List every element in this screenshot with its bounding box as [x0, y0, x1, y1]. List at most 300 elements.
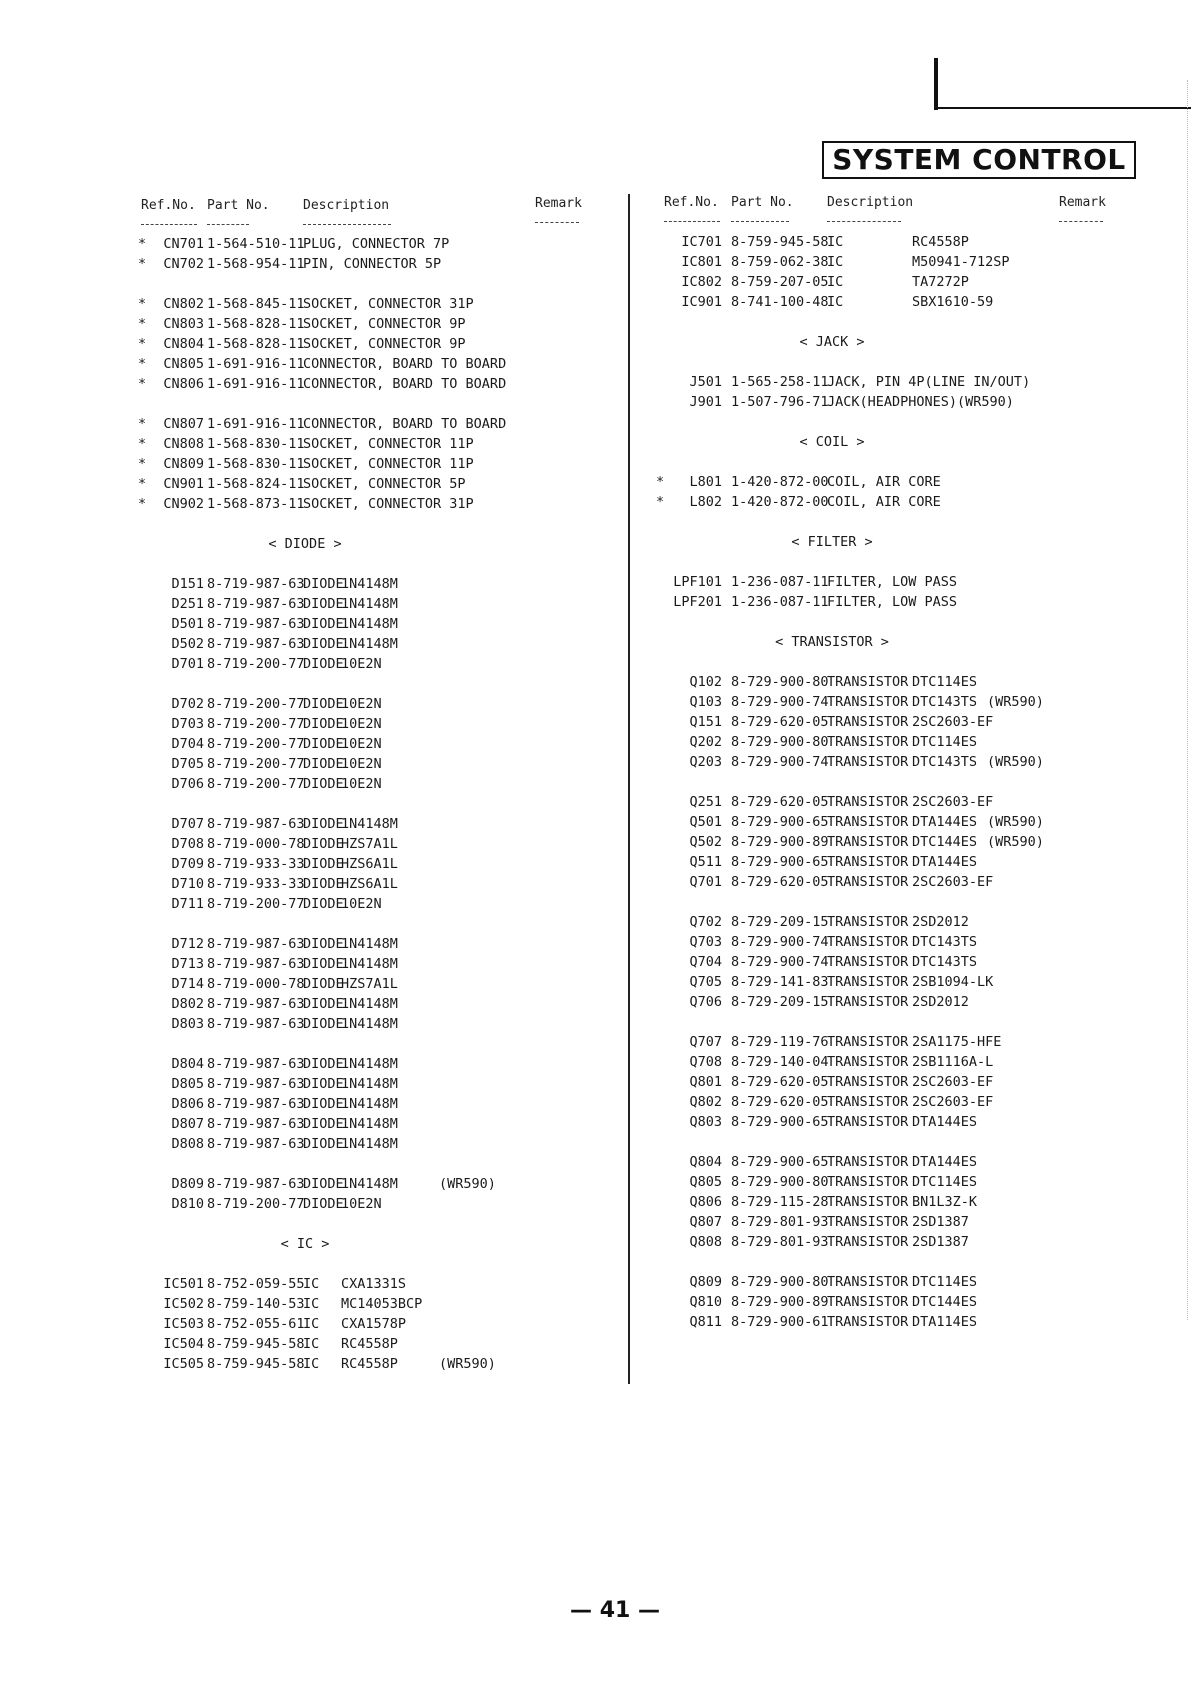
part-no: 8-752-059-55	[207, 1276, 305, 1292]
part-no: 8-759-207-05	[731, 274, 829, 290]
part-row	[140, 954, 610, 974]
part-row	[662, 792, 1122, 812]
part-type: IC	[827, 274, 844, 290]
part-type: DIODE	[303, 1116, 344, 1132]
part-no: 1-568-873-11	[207, 496, 305, 512]
header-underline	[207, 224, 249, 226]
part-type: DIODE	[303, 956, 344, 972]
ref-no: D806	[171, 1096, 204, 1112]
part-no: 1-236-087-11	[731, 574, 829, 590]
part-row	[140, 1054, 610, 1074]
ref-no: Q801	[689, 1074, 722, 1090]
part-no: 1-420-872-00	[731, 494, 829, 510]
remark: (WR590)	[439, 1176, 496, 1192]
ref-no: Q202	[689, 734, 722, 750]
part-no: 1-565-258-11	[731, 374, 829, 390]
part-model: 10E2N	[341, 696, 382, 712]
part-row	[140, 1014, 610, 1034]
ref-no: D709	[171, 856, 204, 872]
part-row	[662, 252, 1122, 272]
ref-no: D807	[171, 1116, 204, 1132]
part-no: 8-719-987-63	[207, 956, 305, 972]
row-gap	[140, 554, 610, 574]
ref-no: IC504	[163, 1336, 204, 1352]
part-no: 8-729-900-89	[731, 834, 829, 850]
part-type: DIODE	[303, 836, 344, 852]
header-underline	[141, 224, 197, 226]
left-parts-column	[140, 234, 610, 1374]
row-gap	[140, 274, 610, 294]
part-row	[140, 1294, 610, 1314]
description: JACK(HEADPHONES)(WR590)	[827, 394, 1014, 410]
header-part-no: Part No.	[207, 198, 270, 213]
part-no: 8-729-620-05	[731, 874, 829, 890]
row-gap	[662, 312, 1122, 332]
part-model: DTC144ES	[912, 1294, 978, 1310]
description: SOCKET, CONNECTOR 11P	[303, 456, 474, 472]
part-no: 8-741-100-48	[731, 294, 829, 310]
ref-no: Q810	[689, 1294, 722, 1310]
ref-no: Q251	[689, 794, 722, 810]
safety-mark: *	[138, 356, 147, 372]
part-type: TRANSISTOR	[827, 934, 909, 950]
ref-no: Q809	[689, 1274, 722, 1290]
part-no: 8-759-945-58	[731, 234, 829, 250]
part-type: TRANSISTOR	[827, 1214, 909, 1230]
description: SOCKET, CONNECTOR 11P	[303, 436, 474, 452]
ref-no: Q702	[689, 914, 722, 930]
part-type: TRANSISTOR	[827, 1074, 909, 1090]
part-model: 2SD1387	[912, 1234, 969, 1250]
ref-no: CN803	[163, 316, 204, 332]
part-row	[662, 1032, 1122, 1052]
part-row	[140, 1354, 610, 1374]
part-model: 1N4148M	[341, 596, 398, 612]
ref-no: CN901	[163, 476, 204, 492]
part-row	[662, 992, 1122, 1012]
part-row	[140, 314, 610, 334]
part-model: 1N4148M	[341, 816, 398, 832]
part-model: DTC144ES	[912, 834, 978, 850]
ref-no: Q811	[689, 1314, 722, 1330]
part-row	[662, 912, 1122, 932]
part-no: 8-729-115-28	[731, 1194, 829, 1210]
part-row	[140, 854, 610, 874]
part-model: 1N4148M	[341, 1056, 398, 1072]
part-type: IC	[827, 254, 844, 270]
part-row	[662, 272, 1122, 292]
corner-mark-horizontal	[934, 107, 1191, 109]
part-model: CXA1331S	[341, 1276, 407, 1292]
row-gap	[140, 674, 610, 694]
part-no: 8-719-000-78	[207, 976, 305, 992]
part-model: 2SD2012	[912, 914, 969, 930]
part-model: DTC143TS	[912, 754, 978, 770]
part-type: DIODE	[303, 1016, 344, 1032]
part-model: 10E2N	[341, 896, 382, 912]
part-no: 8-729-900-74	[731, 934, 829, 950]
ref-no: D804	[171, 1056, 204, 1072]
part-type: TRANSISTOR	[827, 1094, 909, 1110]
part-row	[662, 1232, 1122, 1252]
ref-no: IC801	[681, 254, 722, 270]
part-type: TRANSISTOR	[827, 1114, 909, 1130]
part-model: DTC114ES	[912, 674, 978, 690]
row-gap	[662, 552, 1122, 572]
ref-no: IC501	[163, 1276, 204, 1292]
part-type: IC	[827, 234, 844, 250]
part-model: DTC143TS	[912, 694, 978, 710]
part-type: TRANSISTOR	[827, 814, 909, 830]
part-row	[140, 814, 610, 834]
part-type: TRANSISTOR	[827, 1154, 909, 1170]
part-model: 1N4148M	[341, 1116, 398, 1132]
remark: (WR590)	[987, 814, 1044, 830]
part-model: 10E2N	[341, 656, 382, 672]
part-row	[662, 232, 1122, 252]
ref-no: CN701	[163, 236, 204, 252]
part-no: 8-719-987-63	[207, 1076, 305, 1092]
part-row	[662, 672, 1122, 692]
part-row	[140, 1194, 610, 1214]
part-no: 8-729-900-80	[731, 1174, 829, 1190]
ref-no: Q807	[689, 1214, 722, 1230]
part-row	[662, 1212, 1122, 1232]
part-no: 8-719-987-63	[207, 616, 305, 632]
ref-no: D701	[171, 656, 204, 672]
safety-mark: *	[656, 494, 665, 510]
remark: (WR590)	[987, 694, 1044, 710]
part-row	[140, 454, 610, 474]
ref-no: IC505	[163, 1356, 204, 1372]
ref-no: CN805	[163, 356, 204, 372]
part-row	[140, 414, 610, 434]
part-model: SBX1610-59	[912, 294, 994, 310]
header-underline	[731, 221, 789, 223]
part-no: 8-729-119-76	[731, 1034, 829, 1050]
ref-no: L801	[689, 474, 722, 490]
part-model: 1N4148M	[341, 1136, 398, 1152]
ref-no: IC503	[163, 1316, 204, 1332]
ref-no: CN807	[163, 416, 204, 432]
description: JACK, PIN 4P(LINE IN/OUT)	[827, 374, 1031, 390]
row-gap	[662, 352, 1122, 372]
part-no: 1-568-830-11	[207, 436, 305, 452]
part-type: TRANSISTOR	[827, 834, 909, 850]
part-model: 1N4148M	[341, 576, 398, 592]
part-no: 8-719-987-63	[207, 576, 305, 592]
ref-no: Q805	[689, 1174, 722, 1190]
part-type: IC	[303, 1336, 320, 1352]
ref-no: Q705	[689, 974, 722, 990]
ref-no: D704	[171, 736, 204, 752]
part-no: 8-729-900-80	[731, 674, 829, 690]
safety-mark: *	[656, 474, 665, 490]
description: SOCKET, CONNECTOR 31P	[303, 296, 474, 312]
ref-no: IC701	[681, 234, 722, 250]
part-no: 8-729-900-65	[731, 854, 829, 870]
part-no: 8-729-900-65	[731, 1114, 829, 1130]
part-type: DIODE	[303, 876, 344, 892]
part-no: 8-719-987-63	[207, 1136, 305, 1152]
part-model: 2SC2603-EF	[912, 714, 994, 730]
part-row	[662, 712, 1122, 732]
part-row	[662, 372, 1122, 392]
part-no: 1-420-872-00	[731, 474, 829, 490]
part-model: RC4558P	[912, 234, 969, 250]
part-no: 8-719-200-77	[207, 776, 305, 792]
part-model: 1N4148M	[341, 1096, 398, 1112]
part-row	[140, 374, 610, 394]
row-gap	[140, 1214, 610, 1234]
part-type: DIODE	[303, 636, 344, 652]
part-type: IC	[827, 294, 844, 310]
part-type: DIODE	[303, 816, 344, 832]
part-no: 8-719-933-33	[207, 856, 305, 872]
part-type: DIODE	[303, 976, 344, 992]
part-type: DIODE	[303, 776, 344, 792]
part-row	[662, 1272, 1122, 1292]
part-row	[140, 354, 610, 374]
part-row	[662, 692, 1122, 712]
safety-mark: *	[138, 256, 147, 272]
part-no: 8-759-945-58	[207, 1356, 305, 1372]
part-no: 1-507-796-71	[731, 394, 829, 410]
ref-no: D705	[171, 756, 204, 772]
description: SOCKET, CONNECTOR 31P	[303, 496, 474, 512]
ref-no: D703	[171, 716, 204, 732]
part-no: 8-719-200-77	[207, 656, 305, 672]
row-gap	[662, 1252, 1122, 1272]
part-type: IC	[303, 1316, 320, 1332]
row-gap	[140, 794, 610, 814]
description: SOCKET, CONNECTOR 5P	[303, 476, 466, 492]
ref-no: D802	[171, 996, 204, 1012]
part-no: 8-729-140-04	[731, 1054, 829, 1070]
page-edge	[1187, 80, 1189, 1320]
part-row	[140, 574, 610, 594]
part-type: TRANSISTOR	[827, 994, 909, 1010]
row-gap	[662, 1012, 1122, 1032]
ref-no: L802	[689, 494, 722, 510]
part-model: DTA114ES	[912, 1314, 978, 1330]
description: COIL, AIR CORE	[827, 494, 941, 510]
part-no: 8-719-933-33	[207, 876, 305, 892]
ref-no: CN702	[163, 256, 204, 272]
description: SOCKET, CONNECTOR 9P	[303, 336, 466, 352]
part-no: 1-568-828-11	[207, 336, 305, 352]
ref-no: IC502	[163, 1296, 204, 1312]
row-gap	[140, 914, 610, 934]
column-divider	[628, 194, 630, 1384]
part-model: 2SA1175-HFE	[912, 1034, 1002, 1050]
safety-mark: *	[138, 316, 147, 332]
part-row	[662, 1312, 1122, 1332]
part-no: 8-729-801-93	[731, 1234, 829, 1250]
safety-mark: *	[138, 336, 147, 352]
ref-no: Q703	[689, 934, 722, 950]
part-no: 8-719-987-63	[207, 1056, 305, 1072]
description: PIN, CONNECTOR 5P	[303, 256, 442, 272]
part-model: DTA144ES	[912, 814, 978, 830]
part-type: TRANSISTOR	[827, 1054, 909, 1070]
header-part-no: Part No.	[731, 195, 794, 210]
part-no: 8-729-900-65	[731, 1154, 829, 1170]
ref-no: D711	[171, 896, 204, 912]
part-model: DTC143TS	[912, 934, 978, 950]
part-row	[140, 1174, 610, 1194]
part-no: 8-759-945-58	[207, 1336, 305, 1352]
safety-mark: *	[138, 496, 147, 512]
part-row	[662, 932, 1122, 952]
row-gap	[662, 892, 1122, 912]
part-row	[662, 812, 1122, 832]
part-row	[662, 752, 1122, 772]
ref-no: CN809	[163, 456, 204, 472]
part-row	[662, 1192, 1122, 1212]
header-underline	[303, 224, 391, 226]
part-no: 8-752-055-61	[207, 1316, 305, 1332]
part-no: 8-719-200-77	[207, 696, 305, 712]
ref-no: D708	[171, 836, 204, 852]
part-no: 8-719-987-63	[207, 936, 305, 952]
part-row	[662, 852, 1122, 872]
ref-no: Q501	[689, 814, 722, 830]
part-type: DIODE	[303, 1136, 344, 1152]
part-type: TRANSISTOR	[827, 1314, 909, 1330]
safety-mark: *	[138, 416, 147, 432]
part-type: TRANSISTOR	[827, 914, 909, 930]
part-no: 8-759-140-53	[207, 1296, 305, 1312]
part-row	[656, 472, 1122, 492]
part-model: 2SD1387	[912, 1214, 969, 1230]
part-row	[140, 714, 610, 734]
part-row	[662, 392, 1122, 412]
part-no: 8-719-987-63	[207, 1176, 305, 1192]
part-row	[662, 972, 1122, 992]
part-model: 2SC2603-EF	[912, 794, 994, 810]
row-gap	[662, 452, 1122, 472]
part-row	[140, 494, 610, 514]
header-ref-no: Ref.No.	[664, 195, 719, 210]
part-no: 8-719-200-77	[207, 1196, 305, 1212]
part-type: TRANSISTOR	[827, 974, 909, 990]
description: CONNECTOR, BOARD TO BOARD	[303, 416, 507, 432]
part-model: 2SB1116A-L	[912, 1054, 994, 1070]
header-underline	[535, 222, 579, 224]
part-no: 1-568-824-11	[207, 476, 305, 492]
part-row	[140, 234, 610, 254]
part-row	[662, 1072, 1122, 1092]
part-type: TRANSISTOR	[827, 794, 909, 810]
ref-no: J501	[689, 374, 722, 390]
part-model: 1N4148M	[341, 1076, 398, 1092]
part-type: DIODE	[303, 1196, 344, 1212]
part-model: 10E2N	[341, 716, 382, 732]
ref-no: D501	[171, 616, 204, 632]
part-row	[140, 834, 610, 854]
ref-no: D712	[171, 936, 204, 952]
ref-no: D808	[171, 1136, 204, 1152]
ref-no: Q511	[689, 854, 722, 870]
part-model: CXA1578P	[341, 1316, 407, 1332]
part-model: DTC143TS	[912, 954, 978, 970]
part-no: 1-564-510-11	[207, 236, 305, 252]
part-row	[140, 694, 610, 714]
part-type: DIODE	[303, 656, 344, 672]
part-model: RC4558P	[341, 1356, 398, 1372]
part-model: BN1L3Z-K	[912, 1194, 978, 1210]
ref-no: Q502	[689, 834, 722, 850]
corner-mark-vertical	[934, 58, 938, 110]
header-underline	[1059, 221, 1103, 223]
ref-no: Q102	[689, 674, 722, 690]
part-no: 8-719-200-77	[207, 896, 305, 912]
part-type: TRANSISTOR	[827, 714, 909, 730]
part-type: IC	[303, 1276, 320, 1292]
ref-no: CN902	[163, 496, 204, 512]
part-model: 1N4148M	[341, 996, 398, 1012]
ref-no: D810	[171, 1196, 204, 1212]
part-type: TRANSISTOR	[827, 1194, 909, 1210]
part-model: HZS6A1L	[341, 876, 398, 892]
part-row	[140, 1134, 610, 1154]
ref-no: J901	[689, 394, 722, 410]
section-title: SYSTEM CONTROL	[822, 141, 1136, 179]
part-no: 1-236-087-11	[731, 594, 829, 610]
ref-no: D805	[171, 1076, 204, 1092]
description: FILTER, LOW PASS	[827, 574, 958, 590]
part-row	[140, 894, 610, 914]
part-row	[662, 872, 1122, 892]
part-no: 8-729-900-74	[731, 694, 829, 710]
part-type: DIODE	[303, 736, 344, 752]
part-model: HZS6A1L	[341, 856, 398, 872]
part-no: 8-719-200-77	[207, 716, 305, 732]
ref-no: Q806	[689, 1194, 722, 1210]
row-gap	[662, 652, 1122, 672]
part-no: 8-729-209-15	[731, 994, 829, 1010]
row-gap	[140, 394, 610, 414]
part-row	[140, 874, 610, 894]
part-no: 8-729-141-83	[731, 974, 829, 990]
description: FILTER, LOW PASS	[827, 594, 958, 610]
part-type: DIODE	[303, 1176, 344, 1192]
part-row	[140, 774, 610, 794]
part-row	[662, 1052, 1122, 1072]
part-type: IC	[303, 1356, 320, 1372]
part-row	[662, 1092, 1122, 1112]
part-no: 8-729-209-15	[731, 914, 829, 930]
row-gap	[662, 1132, 1122, 1152]
part-no: 8-729-620-05	[731, 1094, 829, 1110]
category-heading: < COIL >	[799, 434, 865, 450]
part-row	[662, 572, 1122, 592]
part-no: 8-719-987-63	[207, 636, 305, 652]
safety-mark: *	[138, 476, 147, 492]
page-number: — 41 —	[570, 1598, 660, 1623]
part-row	[140, 614, 610, 634]
part-row	[140, 254, 610, 274]
part-type: DIODE	[303, 756, 344, 772]
part-row	[140, 994, 610, 1014]
part-model: 1N4148M	[341, 1016, 398, 1032]
part-row	[140, 294, 610, 314]
ref-no: Q803	[689, 1114, 722, 1130]
row-gap	[140, 1034, 610, 1054]
part-model: 1N4148M	[341, 616, 398, 632]
ref-no: Q707	[689, 1034, 722, 1050]
